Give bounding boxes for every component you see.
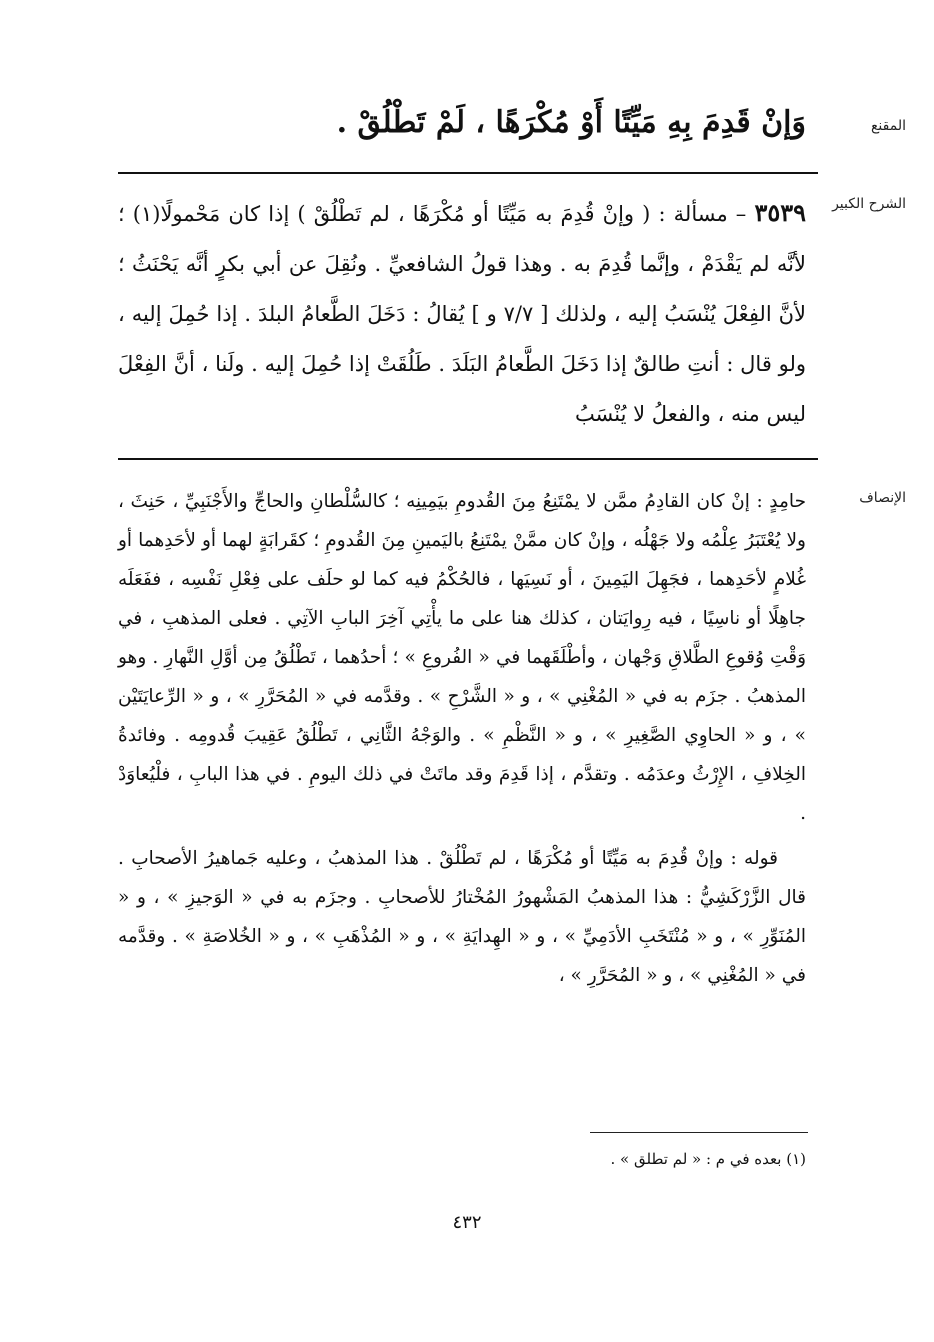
page-number: ٤٣٢ — [452, 1212, 482, 1233]
footnote: (١) بعده في م : « لم تطلق » . — [610, 1150, 806, 1168]
label-insaf: الإنصاف — [859, 490, 906, 506]
section-divider-top — [118, 172, 818, 174]
label-muqni: المقنع — [870, 118, 906, 134]
insaf-paragraph-2: قوله : وإنْ قُدِمَ به مَيِّتًا أو مُكْرَهًا ، لم تَطْلُقْ . هذا المذهبُ ، وعليه جَماهيرُ الأصحابِ . قال الزَّرْكَشِيُّ : هذا المذهبُ المَشْهورُ المُخْتارُ للأصحابِ . وجزَم به في « الوَجيزِ » ، و « المُنَوِّرِ » ، و « مُنْتَخَبِ الأدَمِيِّ » ، و « الهِدايَةِ » ، و « المُذْهَبِ » ، و « الخُلاصَةِ » . وقدَّمه في « المُغْنِي » ، و « المُحَرَّرِ » ، — [118, 848, 806, 986]
muqni-text: وَإنْ قَدِمَ بِهِ مَيِّتًا أَوْ مُكْرَهًا ، لَمْ تَطْلُقْ . — [336, 105, 806, 140]
footnote-divider — [590, 1132, 808, 1133]
issue-number: ٣٥٣٩ — [754, 198, 806, 227]
sharh-text — [118, 188, 806, 439]
section-divider-middle — [118, 458, 818, 460]
label-sharh: الشرح الكبير — [832, 196, 906, 212]
sharh-body: – مسألة : ( وإنْ قُدِمَ به مَيِّتًا أو مُكْرَهًا ، لم تَطْلُقْ ) إذا كان مَحْمولًا(١) ؛ لأنَّه لم يَقْدَمْ ، وإنَّما قُدِمَ به . وهذا قولُ الشافعيِّ . ونُقِلَ عن أبي بكرٍ أنَّه يَحْنَثُ ؛ لأنَّ الفِعْلَ يُنْسَبُ إليه ، ولذلك [ ٧/٧ و ] يُقالُ : دَخَلَ الطَّعامُ البلدَ . إذا حُمِلَ إليه ، ولو قال : أنتِ طالقٌ إذا دَخَلَ الطَّعامُ البَلَدَ . طَلُقَتْ إذا حُمِلَ إليه . ولَنا ، أنَّ الفِعْلَ ليس منه ، والفعلُ لا يُنْسَبُ — [118, 202, 806, 426]
insaf-text — [118, 482, 806, 995]
insaf-paragraph-1: حامِدٍ : إنْ كان القادِمُ ممَّن لا يمْتَنِعُ مِنَ القُدومِ بيَمِينِه ؛ كالسُّلْطانِ والحاجِّ والأَجْنَبِيِّ ، حَنِثَ ، ولا يُعْتَبَرُ عِلْمُه ولا جَهْلُه ، وإنْ كان ممَّنْ يمْتَنِعُ باليَمينِ مِنَ القُدومِ ؛ كقَرابَةٍ لهما أو لأحَدِهما أو غُلامٍ لأحَدِهما ، فجَهِلَ اليَمِينَ ، أو نَسِيَها ، فالحُكْمُ فيه كما لو حلَف على فِعْلِ نَفْسِه ، ففَعَلَه جاهِلًا أو ناسِيًا ، فيه رِوايَتان ، كذلك هنا على ما يأْتِي آخِرَ البابِ الآتِي . فعلى المذهبِ ، في وَقْتِ وُقوعِ الطَّلاقِ وَجْهان ، وأطْلَقَهما في « الفُروعِ » ؛ أحدُهما ، تَطْلُقُ مِن أوَّلِ النَّهارِ . وهو المذهبُ . جزَم به في « المُغْنِي » ، و « الشَّرْحِ » . وقدَّمه في « المُحَرَّرِ » ، و « الرِّعايَتَيْن » ، و « الحاوِي الصَّغِيرِ » ، و « النَّظْمِ » . والوَجْهُ الثَّانِي ، تَطْلُقُ عَقِيبَ قُدومِه . وفائدةُ الخِلافِ ، الإِرْثُ وعدَمُه . وتقدَّم ، إذا قَدِمَ وقد ماتَتْ في ذلك اليومِ . في هذا البابِ ، فلْيُعاوَدْ . — [118, 491, 806, 824]
